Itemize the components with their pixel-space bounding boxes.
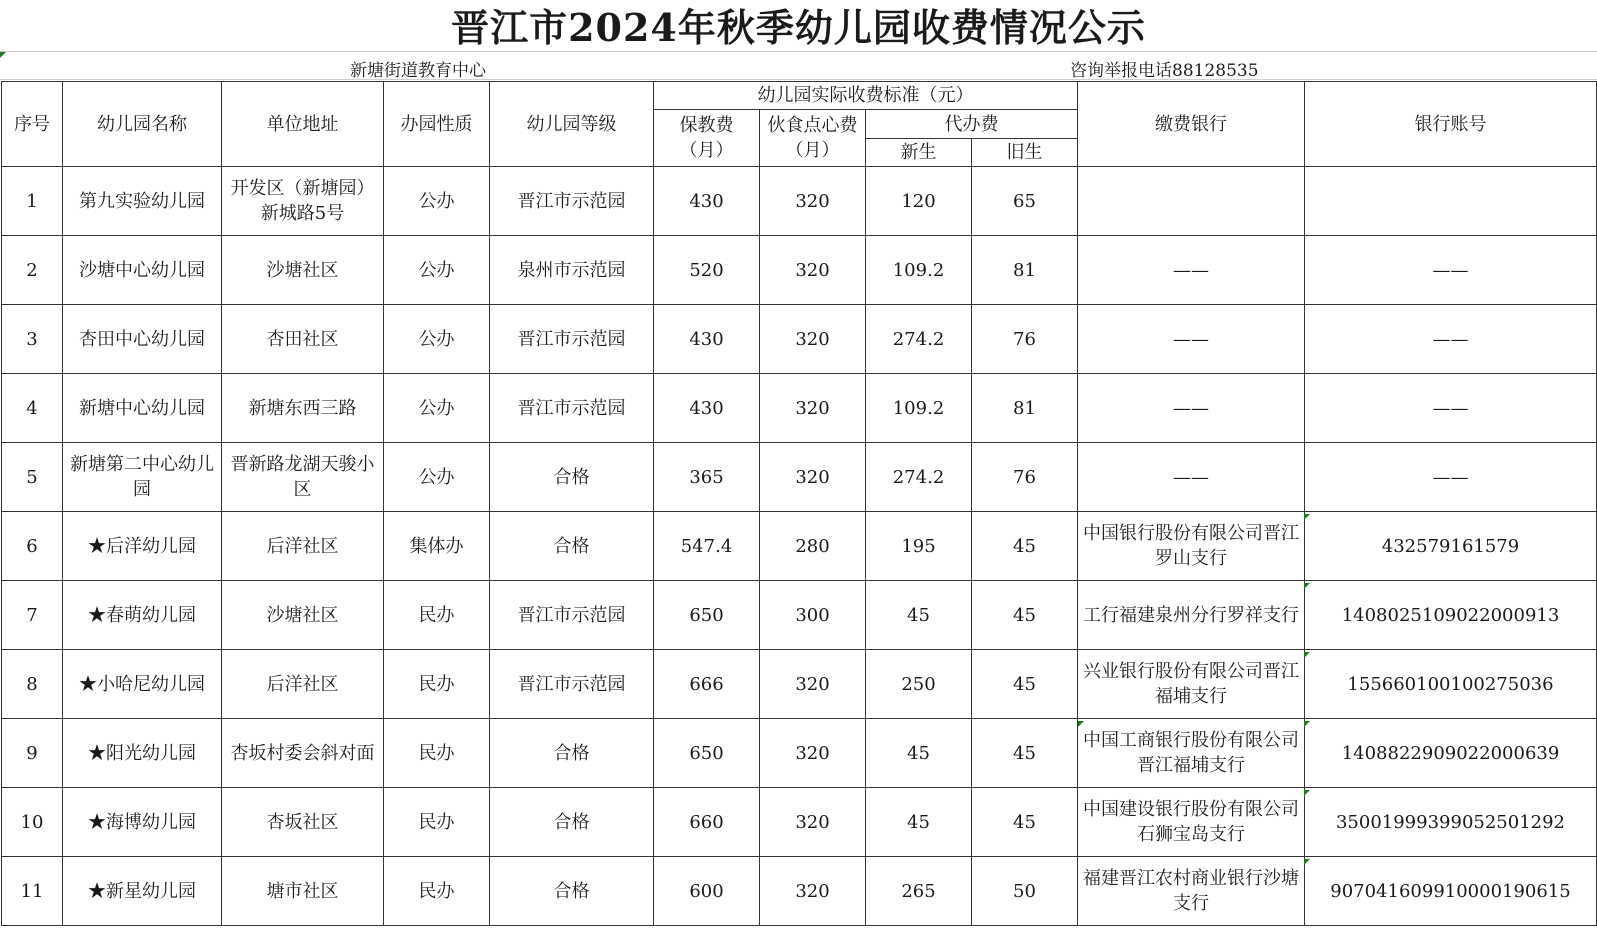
cell-account: [1305, 167, 1597, 236]
cell-meal-fee: 320: [760, 719, 866, 788]
cell-level: 晋江市示范园: [490, 581, 654, 650]
cell-account: 155660100100275036: [1305, 650, 1597, 719]
cell-address: 沙塘社区: [222, 236, 384, 305]
cell-bank: ——: [1078, 236, 1305, 305]
cell-address: 开发区（新塘园）新城路5号: [222, 167, 384, 236]
cell-seq: 8: [2, 650, 63, 719]
cell-meal-fee: 320: [760, 236, 866, 305]
cell-care-fee: 430: [654, 374, 760, 443]
cell-level: 合格: [490, 512, 654, 581]
cell-meal-fee: 320: [760, 443, 866, 512]
cell-level: 晋江市示范园: [490, 305, 654, 374]
table-row: [2, 512, 1597, 581]
table-row: [2, 167, 1597, 236]
cell-nature: 集体办: [384, 512, 490, 581]
cell-meal-fee: 320: [760, 788, 866, 857]
comment-marker-icon: [1304, 652, 1310, 658]
comment-marker-icon: [0, 52, 6, 58]
cell-seq: 1: [2, 167, 63, 236]
cell-account: ——: [1305, 305, 1597, 374]
table-row: [2, 719, 1597, 788]
cell-new-student-fee: 120: [866, 167, 972, 236]
cell-seq: 4: [2, 374, 63, 443]
fee-table-body: [2, 167, 1597, 926]
cell-bank: 中国建设银行股份有限公司石狮宝岛支行: [1078, 788, 1305, 857]
cell-meal-fee: 320: [760, 167, 866, 236]
cell-account: 432579161579: [1305, 512, 1597, 581]
cell-address: 后洋社区: [222, 512, 384, 581]
cell-nature: 公办: [384, 305, 490, 374]
comment-marker-icon: [1304, 721, 1310, 727]
header-nature: 办园性质: [384, 82, 490, 167]
table-row: [2, 857, 1597, 926]
cell-new-student-fee: 109.2: [866, 374, 972, 443]
cell-kindergarten-name: 沙塘中心幼儿园: [63, 236, 222, 305]
cell-seq: 3: [2, 305, 63, 374]
cell-level: 泉州市示范园: [490, 236, 654, 305]
cell-new-student-fee: 109.2: [866, 236, 972, 305]
cell-seq: 2: [2, 236, 63, 305]
cell-kindergarten-name: ★海博幼儿园: [63, 788, 222, 857]
cell-level: 晋江市示范园: [490, 167, 654, 236]
cell-seq: 5: [2, 443, 63, 512]
cell-bank: ——: [1078, 443, 1305, 512]
cell-nature: 公办: [384, 374, 490, 443]
cell-kindergarten-name: ★小哈尼幼儿园: [63, 650, 222, 719]
cell-address: 塘市社区: [222, 857, 384, 926]
cell-level: 晋江市示范园: [490, 650, 654, 719]
cell-old-student-fee: 45: [972, 650, 1078, 719]
cell-nature: 民办: [384, 719, 490, 788]
cell-kindergarten-name: ★后洋幼儿园: [63, 512, 222, 581]
hotline-label: 咨询举报电话88128535: [1070, 61, 1259, 81]
table-row: [2, 581, 1597, 650]
cell-new-student-fee: 45: [866, 719, 972, 788]
cell-meal-fee: 320: [760, 650, 866, 719]
cell-bank: 兴业银行股份有限公司晋江福埔支行: [1078, 650, 1305, 719]
cell-nature: 民办: [384, 857, 490, 926]
table-row: [2, 374, 1597, 443]
cell-meal-fee: 320: [760, 857, 866, 926]
header-account: 银行账号: [1305, 82, 1597, 167]
cell-account: ——: [1305, 443, 1597, 512]
cell-meal-fee: 280: [760, 512, 866, 581]
cell-nature: 公办: [384, 167, 490, 236]
header-address: 单位地址: [222, 82, 384, 167]
cell-new-student-fee: 250: [866, 650, 972, 719]
cell-nature: 民办: [384, 581, 490, 650]
cell-bank: 福建晋江农村商业银行沙塘支行: [1078, 857, 1305, 926]
cell-meal-fee: 320: [760, 374, 866, 443]
cell-account: 1408025109022000913: [1305, 581, 1597, 650]
header-new-student: 新生: [866, 139, 972, 167]
fee-table: [1, 81, 1597, 926]
cell-kindergarten-name: 新塘第二中心幼儿园: [63, 443, 222, 512]
comment-marker-icon: [1304, 514, 1310, 520]
cell-old-student-fee: 50: [972, 857, 1078, 926]
cell-kindergarten-name: 新塘中心幼儿园: [63, 374, 222, 443]
cell-new-student-fee: 265: [866, 857, 972, 926]
cell-address: 杏坂村委会斜对面: [222, 719, 384, 788]
cell-old-student-fee: 45: [972, 719, 1078, 788]
cell-care-fee: 430: [654, 167, 760, 236]
header-old-student: 旧生: [972, 139, 1078, 167]
cell-kindergarten-name: 杏田中心幼儿园: [63, 305, 222, 374]
cell-kindergarten-name: ★春萌幼儿园: [63, 581, 222, 650]
cell-care-fee: 365: [654, 443, 760, 512]
cell-nature: 民办: [384, 650, 490, 719]
cell-kindergarten-name: 第九实验幼儿园: [63, 167, 222, 236]
cell-level: 合格: [490, 788, 654, 857]
cell-old-student-fee: 45: [972, 581, 1078, 650]
cell-seq: 10: [2, 788, 63, 857]
cell-nature: 公办: [384, 236, 490, 305]
cell-address: 新塘东西三路: [222, 374, 384, 443]
cell-care-fee: 650: [654, 581, 760, 650]
cell-kindergarten-name: ★新星幼儿园: [63, 857, 222, 926]
cell-address: 晋新路龙湖天骏小区: [222, 443, 384, 512]
cell-care-fee: 430: [654, 305, 760, 374]
table-row: [2, 788, 1597, 857]
cell-old-student-fee: 81: [972, 236, 1078, 305]
page-title: 晋江市2024年秋季幼儿园收费情况公示: [0, 0, 1597, 52]
cell-old-student-fee: 65: [972, 167, 1078, 236]
cell-seq: 6: [2, 512, 63, 581]
cell-level: 合格: [490, 857, 654, 926]
cell-bank: ——: [1078, 305, 1305, 374]
cell-old-student-fee: 76: [972, 443, 1078, 512]
cell-seq: 9: [2, 719, 63, 788]
cell-meal-fee: 300: [760, 581, 866, 650]
comment-marker-icon: [1304, 790, 1310, 796]
cell-care-fee: 666: [654, 650, 760, 719]
cell-new-student-fee: 274.2: [866, 443, 972, 512]
cell-care-fee: 520: [654, 236, 760, 305]
comment-marker-icon: [1078, 721, 1084, 727]
cell-seq: 11: [2, 857, 63, 926]
header-agency-fee: 代办费: [866, 110, 1078, 139]
cell-new-student-fee: 274.2: [866, 305, 972, 374]
comment-marker-icon: [1304, 859, 1310, 865]
cell-level: 晋江市示范园: [490, 374, 654, 443]
cell-bank: ——: [1078, 374, 1305, 443]
cell-care-fee: 547.4: [654, 512, 760, 581]
cell-old-student-fee: 45: [972, 788, 1078, 857]
cell-address: 杏坂社区: [222, 788, 384, 857]
cell-new-student-fee: 45: [866, 581, 972, 650]
table-row: [2, 650, 1597, 719]
cell-address: 沙塘社区: [222, 581, 384, 650]
cell-level: 合格: [490, 719, 654, 788]
comment-marker-icon: [1304, 583, 1310, 589]
education-center-label: 新塘街道教育中心: [350, 61, 486, 81]
cell-address: 后洋社区: [222, 650, 384, 719]
table-row: [2, 305, 1597, 374]
table-row: [2, 236, 1597, 305]
cell-nature: 公办: [384, 443, 490, 512]
cell-level: 合格: [490, 443, 654, 512]
cell-old-student-fee: 81: [972, 374, 1078, 443]
cell-care-fee: 660: [654, 788, 760, 857]
cell-new-student-fee: 45: [866, 788, 972, 857]
cell-care-fee: 600: [654, 857, 760, 926]
cell-bank: 中国银行股份有限公司晋江罗山支行: [1078, 512, 1305, 581]
header-kindergarten-name: 幼儿园名称: [63, 82, 222, 167]
cell-account: ——: [1305, 236, 1597, 305]
cell-account: 35001999399052501292: [1305, 788, 1597, 857]
header-level: 幼儿园等级: [490, 82, 654, 167]
cell-account: 907041609910000190615: [1305, 857, 1597, 926]
cell-seq: 7: [2, 581, 63, 650]
header-bank: 缴费银行: [1078, 82, 1305, 167]
header-seq: 序号: [2, 82, 63, 167]
cell-bank: [1078, 167, 1305, 236]
subheading-row: [0, 52, 1597, 80]
cell-old-student-fee: 45: [972, 512, 1078, 581]
cell-meal-fee: 320: [760, 305, 866, 374]
cell-account: 1408822909022000639: [1305, 719, 1597, 788]
header-care-fee: 保教费 （月）: [654, 110, 760, 167]
cell-nature: 民办: [384, 788, 490, 857]
cell-account: ——: [1305, 374, 1597, 443]
cell-new-student-fee: 195: [866, 512, 972, 581]
cell-old-student-fee: 76: [972, 305, 1078, 374]
header-meal-fee: 伙食点心费 （月）: [760, 110, 866, 167]
cell-bank: 中国工商银行股份有限公司晋江福埔支行: [1078, 719, 1305, 788]
cell-care-fee: 650: [654, 719, 760, 788]
cell-bank: 工行福建泉州分行罗祥支行: [1078, 581, 1305, 650]
cell-kindergarten-name: ★阳光幼儿园: [63, 719, 222, 788]
cell-address: 杏田社区: [222, 305, 384, 374]
table-row: [2, 443, 1597, 512]
header-fee-group: 幼儿园实际收费标准（元）: [654, 82, 1078, 110]
